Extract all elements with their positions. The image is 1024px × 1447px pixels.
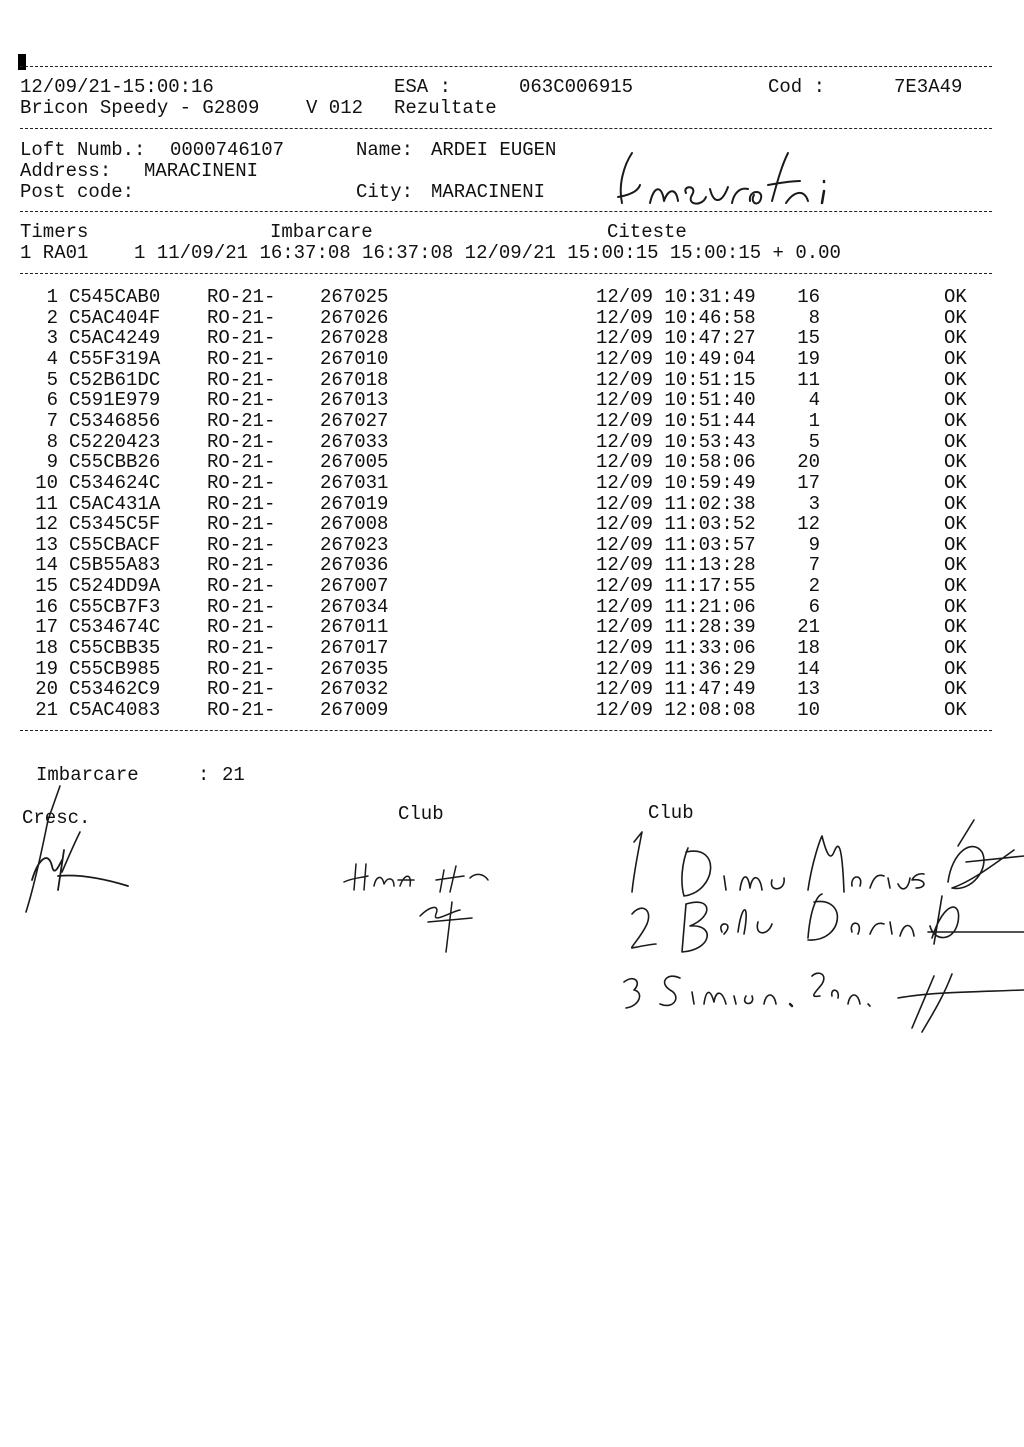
chip-id: C5AC4249: [69, 327, 161, 350]
row-index: 10: [35, 471, 58, 494]
table-row: [0, 431, 1000, 451]
ring-number: 267007: [320, 575, 389, 598]
ring-prefix: RO-21-: [207, 492, 276, 515]
chip-id: C53462C9: [69, 678, 161, 701]
loft-label: Loft Numb.:: [20, 139, 146, 161]
postcode-label: Post code:: [20, 181, 135, 203]
ring-number: 267034: [320, 595, 389, 618]
table-row: [0, 596, 1000, 616]
status: OK: [944, 657, 967, 680]
row-index: 3: [46, 327, 58, 350]
ring-number: 267011: [320, 616, 389, 639]
status: OK: [944, 409, 967, 432]
row-index: 17: [35, 616, 58, 639]
position: 17: [797, 471, 820, 494]
row-index: 2: [46, 306, 58, 329]
divider-header: [20, 128, 992, 129]
row-index: 20: [35, 678, 58, 701]
arrival-time: 12/09 11:13:28: [596, 554, 756, 577]
status: OK: [944, 637, 967, 660]
chip-id: C55F319A: [69, 347, 161, 370]
divider-results: [20, 730, 992, 731]
header-datetime: 12/09/21-15:00:16: [20, 76, 214, 98]
ring-number: 267010: [320, 347, 389, 370]
table-row: [0, 575, 1000, 598]
chip-id: C5AC404F: [69, 306, 161, 329]
arrival-time: 12/09 10:47:27: [596, 327, 756, 350]
imbarcare-total-value: 21: [222, 764, 245, 786]
row-index: 6: [46, 389, 58, 412]
position: 9: [808, 533, 820, 556]
position: 12: [797, 513, 820, 536]
arrival-time: 12/09 11:02:38: [596, 492, 756, 515]
status: OK: [944, 430, 967, 453]
club2-members-signatures: [612, 792, 1024, 1052]
arrival-time: 12/09 11:36:29: [596, 657, 756, 680]
ring-number: 267031: [320, 471, 389, 494]
table-row: [0, 513, 1000, 536]
citeste-label: Citeste: [607, 221, 687, 243]
chip-id: C55CBACF: [69, 533, 161, 556]
status: OK: [944, 554, 967, 577]
status: OK: [944, 492, 967, 515]
status: OK: [944, 595, 967, 618]
chip-id: C524DD9A: [69, 575, 161, 598]
ring-number: 267023: [320, 533, 389, 556]
table-row: [0, 554, 1000, 577]
club1-signature: [340, 852, 510, 962]
arrival-time: 12/09 10:51:44: [596, 409, 756, 432]
timer-row: 1 RA01 1 11/09/21 16:37:08 16:37:08 12/09/21 15:00:15 15:00:15 + 0.00: [20, 242, 841, 264]
chip-id: C5AC431A: [69, 492, 161, 515]
city-label: City:: [356, 181, 414, 203]
chip-id: C534674C: [69, 616, 161, 639]
name-label: Name:: [356, 139, 414, 161]
cod-label: Cod :: [768, 76, 826, 98]
position: 11: [797, 368, 820, 391]
address-label: Address:: [20, 160, 112, 182]
ring-number: 267008: [320, 513, 389, 536]
status: OK: [944, 678, 967, 701]
row-index: 12: [35, 513, 58, 536]
table-row: [0, 658, 1000, 678]
table-row: [0, 389, 1000, 412]
row-index: 1: [46, 286, 58, 308]
ring-prefix: RO-21-: [207, 595, 276, 618]
position: 16: [797, 286, 820, 308]
ring-prefix: RO-21-: [207, 575, 276, 598]
row-index: 18: [35, 637, 58, 660]
ring-prefix: RO-21-: [207, 513, 276, 536]
arrival-time: 12/09 10:46:58: [596, 306, 756, 329]
arrival-time: 12/09 11:03:57: [596, 533, 756, 556]
ring-prefix: RO-21-: [207, 678, 276, 701]
cresc-label: Cresc.: [22, 807, 91, 829]
position: 21: [797, 616, 820, 639]
row-index: 7: [46, 409, 58, 432]
club-label-2: Club: [648, 802, 694, 824]
chip-id: C55CBB35: [69, 637, 161, 660]
cod-value: 7E3A49: [894, 76, 963, 98]
position: 3: [808, 492, 820, 515]
esa-value: 063C006915: [519, 76, 634, 98]
table-row: [0, 534, 1000, 554]
table-row: [0, 327, 1000, 350]
chip-id: C5345C5F: [69, 513, 161, 536]
table-row: [0, 307, 1000, 327]
chip-id: C55CB985: [69, 657, 161, 680]
ring-prefix: RO-21-: [207, 430, 276, 453]
status: OK: [944, 699, 967, 721]
report-type: Rezultate: [394, 97, 497, 119]
device-version: V 012: [306, 97, 364, 119]
ring-prefix: RO-21-: [207, 389, 276, 412]
table-row: [0, 699, 1000, 719]
ring-prefix: RO-21-: [207, 554, 276, 577]
status: OK: [944, 347, 967, 370]
ring-prefix: RO-21-: [207, 347, 276, 370]
ring-prefix: RO-21-: [207, 306, 276, 329]
status: OK: [944, 451, 967, 474]
status: OK: [944, 389, 967, 412]
position: 7: [808, 554, 820, 577]
handwritten-note-inscrisi: [610, 145, 860, 215]
position: 13: [797, 678, 820, 701]
arrival-time: 12/09 10:31:49: [596, 286, 756, 308]
chip-id: C545CAB0: [69, 286, 161, 308]
chip-id: C5AC4083: [69, 699, 161, 721]
arrival-time: 12/09 11:03:52: [596, 513, 756, 536]
status: OK: [944, 616, 967, 639]
row-index: 13: [35, 533, 58, 556]
arrival-time: 12/09 11:33:06: [596, 637, 756, 660]
print-marker: [18, 54, 26, 70]
ring-prefix: RO-21-: [207, 286, 276, 308]
ring-prefix: RO-21-: [207, 451, 276, 474]
arrival-time: 12/09 10:49:04: [596, 347, 756, 370]
table-row: [0, 348, 1000, 368]
row-index: 19: [35, 657, 58, 680]
ring-prefix: RO-21-: [207, 616, 276, 639]
row-index: 5: [46, 368, 58, 391]
table-row: [0, 493, 1000, 513]
chip-id: C5346856: [69, 409, 161, 432]
position: 4: [808, 389, 820, 412]
row-index: 16: [35, 595, 58, 618]
ring-number: 267032: [320, 678, 389, 701]
ring-number: 267018: [320, 368, 389, 391]
ring-number: 267005: [320, 451, 389, 474]
ring-number: 267019: [320, 492, 389, 515]
city-value: MARACINENI: [431, 181, 546, 203]
table-row: [0, 637, 1000, 660]
chip-id: C534624C: [69, 471, 161, 494]
chip-id: C5B55A83: [69, 554, 161, 577]
loft-value: 0000746107: [170, 139, 285, 161]
ring-number: 267027: [320, 409, 389, 432]
esa-label: ESA :: [394, 76, 452, 98]
ring-number: 267028: [320, 327, 389, 350]
ring-number: 267033: [320, 430, 389, 453]
arrival-time: 12/09 10:51:15: [596, 368, 756, 391]
position: 1: [808, 409, 820, 432]
arrival-time: 12/09 11:47:49: [596, 678, 756, 701]
position: 2: [808, 575, 820, 598]
table-row: [0, 678, 1000, 701]
imbarcare-total-sep: :: [198, 764, 210, 786]
ring-number: 267013: [320, 389, 389, 412]
status: OK: [944, 368, 967, 391]
table-row: [0, 410, 1000, 430]
position: 19: [797, 347, 820, 370]
name-value: ARDEI EUGEN: [431, 139, 557, 161]
arrival-time: 12/09 12:08:08: [596, 699, 756, 721]
arrival-time: 12/09 11:28:39: [596, 616, 756, 639]
ring-prefix: RO-21-: [207, 637, 276, 660]
chip-id: C55CB7F3: [69, 595, 161, 618]
arrival-time: 12/09 10:51:40: [596, 389, 756, 412]
table-row: [0, 616, 1000, 639]
position: 8: [808, 306, 820, 329]
club-label-1: Club: [398, 803, 444, 825]
table-row: [0, 472, 1000, 492]
divider-fancier: [20, 211, 992, 212]
address-value: MARACINENI: [144, 160, 259, 182]
ring-prefix: RO-21-: [207, 657, 276, 680]
divider-timers: [20, 273, 992, 274]
position: 10: [797, 699, 820, 721]
ring-number: 267036: [320, 554, 389, 577]
status: OK: [944, 533, 967, 556]
position: 5: [808, 430, 820, 453]
position: 20: [797, 451, 820, 474]
row-index: 8: [46, 430, 58, 453]
ring-prefix: RO-21-: [207, 471, 276, 494]
ring-number: 267026: [320, 306, 389, 329]
status: OK: [944, 306, 967, 329]
position: 14: [797, 657, 820, 680]
ring-prefix: RO-21-: [207, 699, 276, 721]
row-index: 15: [35, 575, 58, 598]
position: 15: [797, 327, 820, 350]
chip-id: C55CBB26: [69, 451, 161, 474]
row-index: 14: [35, 554, 58, 577]
position: 18: [797, 637, 820, 660]
arrival-time: 12/09 11:21:06: [596, 595, 756, 618]
row-index: 4: [46, 347, 58, 370]
ring-number: 267035: [320, 657, 389, 680]
position: 6: [808, 595, 820, 618]
status: OK: [944, 575, 967, 598]
chip-id: C5220423: [69, 430, 161, 453]
ring-number: 267017: [320, 637, 389, 660]
table-row: [0, 451, 1000, 474]
ring-prefix: RO-21-: [207, 368, 276, 391]
chip-id: C52B61DC: [69, 368, 161, 391]
row-index: 9: [46, 451, 58, 474]
status: OK: [944, 327, 967, 350]
ring-prefix: RO-21-: [207, 327, 276, 350]
arrival-time: 12/09 10:53:43: [596, 430, 756, 453]
arrival-time: 12/09 11:17:55: [596, 575, 756, 598]
arrival-time: 12/09 10:58:06: [596, 451, 756, 474]
chip-id: C591E979: [69, 389, 161, 412]
device-name: Bricon Speedy - G2809: [20, 97, 260, 119]
divider-top: [20, 66, 992, 67]
imbarcare-total-label: Imbarcare: [36, 764, 139, 786]
ring-number: 267025: [320, 286, 389, 308]
status: OK: [944, 471, 967, 494]
status: OK: [944, 286, 967, 308]
arrival-time: 12/09 10:59:49: [596, 471, 756, 494]
table-row: [0, 369, 1000, 389]
row-index: 21: [35, 699, 58, 721]
row-index: 11: [35, 492, 58, 515]
cresc-signature: [18, 780, 138, 920]
ring-prefix: RO-21-: [207, 409, 276, 432]
imbarcare-header-label: Imbarcare: [270, 221, 373, 243]
table-row: [0, 286, 1000, 306]
ring-number: 267009: [320, 699, 389, 721]
timers-label: Timers: [20, 221, 89, 243]
ring-prefix: RO-21-: [207, 533, 276, 556]
status: OK: [944, 513, 967, 536]
